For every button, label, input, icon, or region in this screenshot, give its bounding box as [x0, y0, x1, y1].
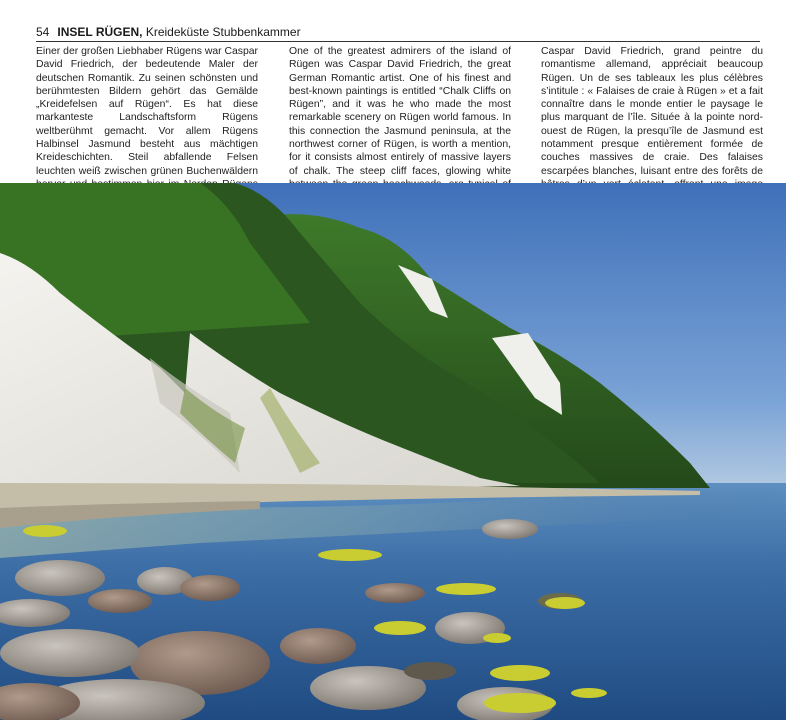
- section-subtitle: Kreideküste Stubbenkammer: [142, 25, 301, 39]
- page-number: 54: [36, 25, 50, 39]
- running-header: [36, 25, 760, 41]
- text-column-french: Caspar David Friedrich, grand peintre du romantisme allemand, appréciait beaucoup Rügen. Un de ses tableaux les plus célèbres s’intitule : « Falaises de craie à Rügen » et a fait connaître dans le monde entier le paysage le plus marquant de l’île. Située à la pointe nord-ouest de Rügen, la presqu’île de Jasmund est notamment presque entièrement formée de couches massives de craie. Des falaises escarpées blanches, luisant entre des forêts de: [541, 46, 763, 177]
- photo-illustration: [0, 183, 786, 720]
- text-column-german: Einer der großen Liebhaber Rügens war Caspar David Friedrich, der bedeutende Maler der deutschen Romantik. Zu seinen schönsten und berühmtesten Bildern gehört das Gemälde „Kreidefelsen auf Rügen“. Es hat diese markanteste Landschaftsform Rügens weltberühmt gemacht. Vor allem Rügens Halbinsel Jasmund besteht aus mächtigen Kreideschichten. Steil abfallende Felsen leuchten weiß zwischen grünen Buchenwäldern: [36, 46, 258, 177]
- chalk-cliffs-photo: [0, 183, 786, 720]
- section-title: INSEL RÜGEN,: [57, 25, 143, 39]
- header-rule: [36, 41, 760, 42]
- text-column-english: One of the greatest admirers of the island of Rügen was Caspar David Friedrich, the great German Romantic artist. One of his finest and best-known paintings is entitled “Chalk Cliffs on Rügen”, and it was he who made the most remarkable scenery on Rügen world famous. In this connection the Jasmund peninsula, at the northwest corner of Rügen, is worth a mention, for it consists almost entirely of massive layers of chalk. The steep cliff faces, glowing white: [289, 46, 511, 177]
